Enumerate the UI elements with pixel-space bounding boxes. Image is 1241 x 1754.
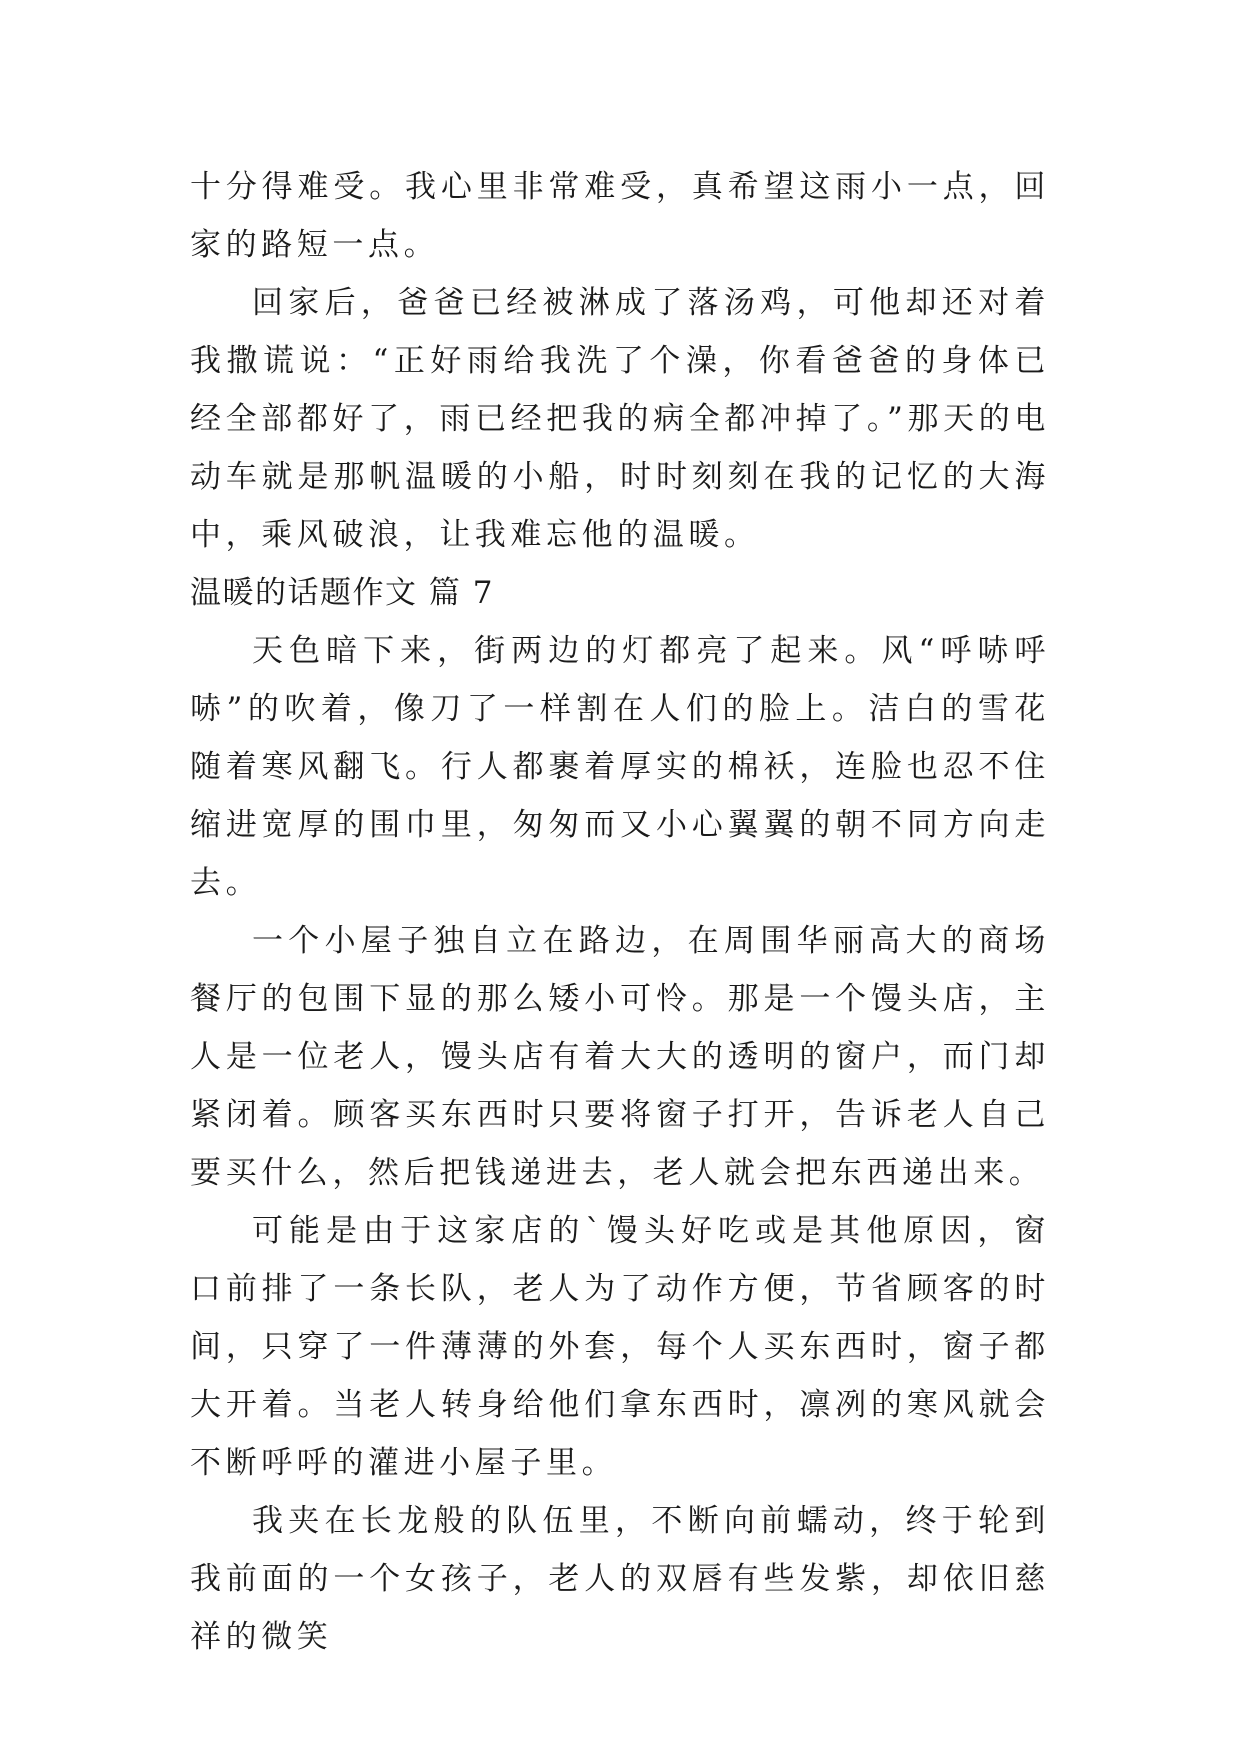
document-body — [190, 158, 1050, 1666]
paragraph: 可能是由于这家店的`馒头好吃或是其他原因，窗口前排了一条长队，老人为了动作方便，节省顾客的时间，只穿了一件薄薄的外套，每个人买东西时，窗子都大开着。当老人转身给他们拿东西时，凛冽的寒风就会不断呼呼的灌进小屋子里。 — [190, 1213, 1050, 1481]
paragraph: 回家后，爸爸已经被淋成了落汤鸡，可他却还对着我撒谎说：“正好雨给我洗了个澡，你看爸爸的身体已经全部都好了，雨已经把我的病全都冲掉了。”那天的电动车就是那帆温暖的小船，时时刻刻在我的记忆的大海中，乘风破浪，让我难忘他的温暖。 — [190, 285, 1050, 553]
paragraph: 我夹在长龙般的队伍里，不断向前蠕动，终于轮到我前面的一个女孩子，老人的双唇有些发紫，却依旧慈祥的微笑 — [190, 1503, 1050, 1655]
paragraph-continuation: 十分得难受。我心里非常难受，真希望这雨小一点，回家的路短一点。 — [190, 169, 1050, 263]
paragraph: 天色暗下来，街两边的灯都亮了起来。风“呼哧呼哧”的吹着，像刀了一样割在人们的脸上。洁白的雪花随着寒风翻飞。行人都裹着厚实的棉袄，连脸也忍不住缩进宽厚的围巾里，匆匆而又小心翼翼的朝不同方向走去。 — [190, 633, 1050, 901]
paragraph: 一个小屋子独自立在路边，在周围华丽高大的商场餐厅的包围下显的那么矮小可怜。那是一个馒头店，主人是一位老人，馒头店有着大大的透明的窗户，而门却紧闭着。顾客买东西时只要将窗子打开，告诉老人自己要买什么，然后把钱递进去，老人就会把东西递出来。 — [190, 923, 1050, 1191]
section-heading: 温暖的话题作文 篇 7 — [190, 575, 494, 611]
